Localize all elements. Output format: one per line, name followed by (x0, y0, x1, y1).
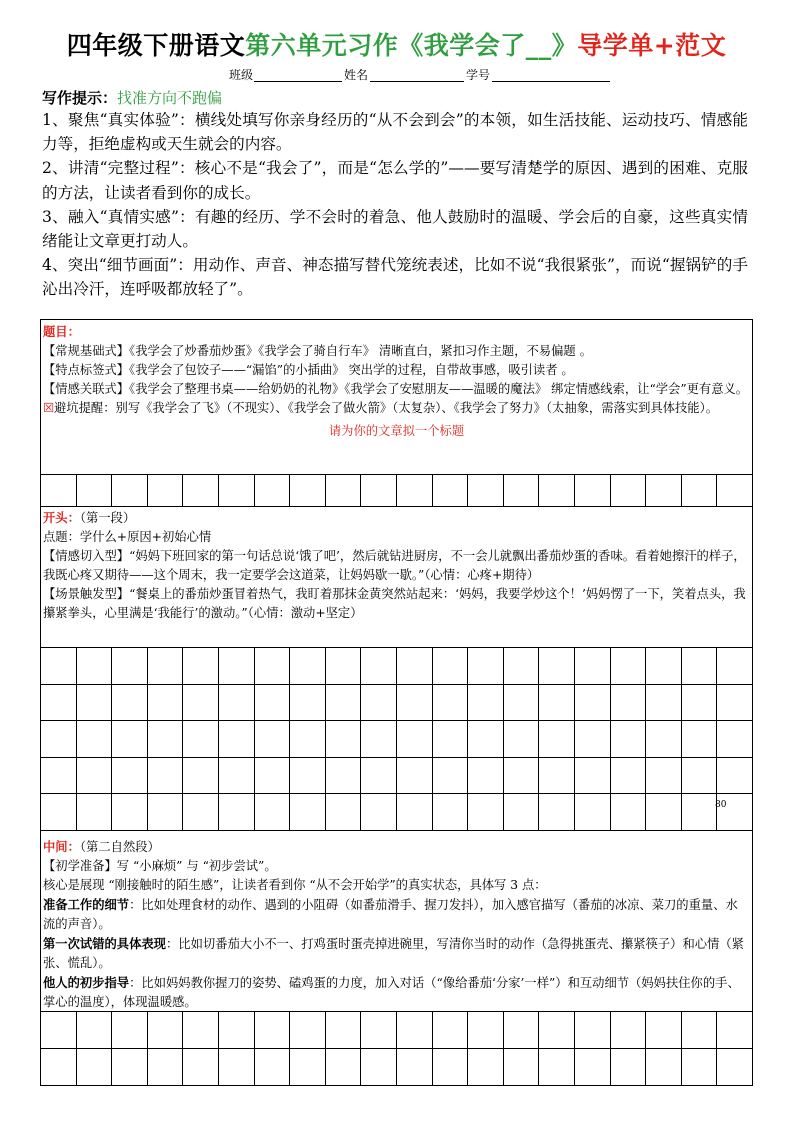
title-prompt: 请为你的文章拟一个标题 (328, 424, 465, 438)
opening-label: 开头： (43, 510, 80, 525)
grid-cell[interactable] (503, 1049, 539, 1086)
grid-cell[interactable] (325, 1012, 361, 1049)
tip-item: 1、聚焦“真实体验”：横线处填写你亲身经历的“从不会到会”的本领，如生活技能、运动技巧、情感能力等，拒绝虚构或天生就会的内容。 (42, 111, 748, 154)
grid-cell[interactable] (325, 721, 361, 758)
grid-cell[interactable] (290, 1012, 326, 1049)
grid-cell[interactable] (183, 1049, 219, 1086)
opening-focus: 点题：学什么+原因+初始心情 (43, 530, 212, 544)
grid-cell[interactable] (361, 1012, 397, 1049)
grid-cell[interactable] (539, 1049, 575, 1086)
grid-cell[interactable] (254, 721, 290, 758)
grid-cell[interactable] (432, 721, 468, 758)
grid-cell[interactable] (503, 794, 539, 831)
grid-cell[interactable] (717, 648, 753, 685)
grid-cell[interactable] (717, 721, 753, 758)
grid-cell[interactable] (574, 721, 610, 758)
grid-cell[interactable] (325, 794, 361, 831)
title-section-label: 题目： (43, 324, 80, 339)
grid-cell[interactable] (112, 721, 148, 758)
class-label: 班级 (229, 68, 254, 82)
grid-cell[interactable] (539, 1012, 575, 1049)
grid-cell[interactable] (147, 648, 183, 685)
grid-cell[interactable] (112, 1012, 148, 1049)
grid-cell[interactable] (147, 794, 183, 831)
grid-cell[interactable] (610, 757, 646, 794)
title-writing-grid[interactable] (40, 474, 753, 507)
grid-cell[interactable] (396, 721, 432, 758)
grid-cell[interactable] (610, 1012, 646, 1049)
grid-cell[interactable] (76, 1049, 112, 1086)
middle-label: 中间： (43, 839, 80, 854)
grid-cell[interactable] (539, 794, 575, 831)
grid-cell[interactable] (396, 757, 432, 794)
grid-cell[interactable] (610, 1049, 646, 1086)
tips-list (42, 108, 748, 302)
grid-cell[interactable] (717, 1012, 753, 1049)
middle-point: 他人的初步指导：比如妈妈教你握刀的姿势、磕鸡蛋的力度，加入对话（“像给番茄‘分家’一样”）和互动细节（妈妈扶住你的手、掌心的温度），体现温暖感。 (43, 975, 740, 1009)
title-suffix: 导学单+范文 (577, 31, 727, 60)
grid-cell[interactable] (361, 648, 397, 685)
grid-cell[interactable] (183, 475, 219, 507)
grid-cell[interactable] (610, 475, 646, 507)
middle-intro: 【初学准备】写 “小麻烦” 与 “初步尝试”。 (43, 859, 277, 873)
grid-cell[interactable] (218, 721, 254, 758)
grid-cell[interactable] (254, 684, 290, 721)
grid-cell[interactable] (183, 684, 219, 721)
grid-cell[interactable] (254, 648, 290, 685)
grid-cell[interactable] (610, 794, 646, 831)
grid-cell[interactable] (468, 475, 504, 507)
grid-cell[interactable] (468, 721, 504, 758)
grid-cell[interactable] (290, 721, 326, 758)
grid-cell[interactable] (610, 684, 646, 721)
page-title (0, 26, 793, 62)
grid-cell[interactable] (41, 475, 77, 507)
grid-cell[interactable] (325, 475, 361, 507)
grid-cell[interactable] (218, 794, 254, 831)
grid-cell[interactable] (574, 648, 610, 685)
opening-note: （第一段） (79, 511, 136, 525)
grid-cell[interactable] (112, 757, 148, 794)
grid-row (41, 1012, 753, 1049)
grid-row (41, 757, 753, 794)
grid-cell[interactable] (396, 648, 432, 685)
grid-cell[interactable] (574, 1049, 610, 1086)
grid-cell[interactable] (112, 648, 148, 685)
title-type-line: 【特点标签式】《我学会了包饺子——“漏馅”的小插曲》 突出学的过程，自带故事感，吸引读者 。 (43, 363, 574, 377)
grid-cell[interactable] (539, 684, 575, 721)
grid-cell[interactable] (646, 684, 682, 721)
grid-cell[interactable] (112, 1049, 148, 1086)
grid-cell[interactable] (539, 721, 575, 758)
middle-section (40, 830, 753, 1012)
opening-example: 【场景触发型】“餐桌上的番茄炒蛋冒着热气，我盯着那抹金黄突然站起来：‘妈妈，我要学炒这个！’妈妈愣了一下，笑着点头，我攥紧拳头，心里满是‘我能行’的激动。”（心情：激动+坚定） (43, 587, 746, 620)
grid-cell[interactable] (361, 757, 397, 794)
middle-writing-grid[interactable] (40, 1011, 753, 1086)
grid-count-marker: 80 (715, 800, 727, 810)
grid-cell[interactable] (503, 1012, 539, 1049)
tips-heading: 写作提示：找准方向不跑偏 (42, 89, 223, 107)
grid-cell[interactable] (147, 475, 183, 507)
grid-cell[interactable] (361, 794, 397, 831)
grid-cell[interactable] (147, 1049, 183, 1086)
grid-cell[interactable] (432, 684, 468, 721)
grid-cell[interactable] (112, 794, 148, 831)
grid-cell[interactable] (112, 475, 148, 507)
grid-cell[interactable] (468, 684, 504, 721)
grid-cell[interactable] (218, 1049, 254, 1086)
grid-cell[interactable] (41, 757, 77, 794)
grid-cell[interactable] (254, 1049, 290, 1086)
grid-cell[interactable] (218, 648, 254, 685)
grid-cell[interactable] (717, 1049, 753, 1086)
grid-cell[interactable] (610, 648, 646, 685)
grid-cell[interactable] (41, 1012, 77, 1049)
grid-cell[interactable] (218, 684, 254, 721)
tips-subheading: 找准方向不跑偏 (117, 89, 223, 107)
grid-cell[interactable] (396, 475, 432, 507)
grid-cell[interactable] (325, 684, 361, 721)
grid-row (41, 1049, 753, 1086)
grid-cell[interactable] (503, 684, 539, 721)
grid-cell[interactable] (646, 1012, 682, 1049)
grid-cell[interactable] (468, 794, 504, 831)
grid-cell[interactable] (147, 757, 183, 794)
grid-cell[interactable] (76, 721, 112, 758)
grid-cell[interactable] (76, 794, 112, 831)
grid-cell[interactable] (681, 1049, 717, 1086)
grid-cell[interactable] (681, 1012, 717, 1049)
middle-point: 准备工作的细节：比如处理食材的动作、遇到的小阻碍（如番茄滑手、握刀发抖），加入感官描写（番茄的冰凉、菜刀的重量、水流的声音）。 (43, 897, 738, 931)
grid-cell[interactable] (610, 721, 646, 758)
grid-cell[interactable] (681, 648, 717, 685)
grid-cell[interactable] (468, 1012, 504, 1049)
grid-cell[interactable] (361, 684, 397, 721)
tip-item: 2、讲清“完整过程”：核心不是“我会了”，而是“怎么学的”——要写清楚学的原因、遇到的困难、克服的方法，让读者看到你的成长。 (42, 159, 748, 202)
grid-cell[interactable] (432, 757, 468, 794)
grid-cell[interactable] (574, 1012, 610, 1049)
grid-row (41, 794, 753, 831)
grid-cell[interactable] (147, 684, 183, 721)
grid-cell[interactable] (147, 721, 183, 758)
title-type-line: 【情感关联式】《我学会了整理书桌——给奶奶的礼物》《我学会了安慰朋友——温暖的魔法》 绑定情感线索，让“学会”更有意义。 (43, 382, 749, 396)
grid-cell[interactable] (539, 757, 575, 794)
grid-cell[interactable] (254, 475, 290, 507)
grid-cell[interactable] (290, 648, 326, 685)
tip-item: 3、融入“真情实感”：有趣的经历、学不会时的着急、他人鼓励时的温暖、学会后的自豪，这些真实情绪能让文章更打动人。 (42, 207, 748, 251)
grid-row (41, 648, 753, 685)
title-grade: 四年级下册语文 (66, 31, 246, 60)
grid-cell[interactable] (681, 475, 717, 507)
grid-cell[interactable] (290, 757, 326, 794)
grid-cell[interactable] (681, 721, 717, 758)
grid-cell[interactable] (681, 684, 717, 721)
title-unit: 第六单元习作《我学会了__》 (245, 31, 578, 60)
class-field[interactable] (254, 81, 342, 82)
grid-cell[interactable] (468, 648, 504, 685)
id-label: 学号 (466, 68, 491, 82)
grid-cell[interactable] (361, 1049, 397, 1086)
grid-cell[interactable] (112, 684, 148, 721)
grid-cell[interactable] (503, 721, 539, 758)
grid-cell[interactable] (503, 475, 539, 507)
opening-writing-grid[interactable] (40, 647, 753, 831)
grid-cell[interactable] (432, 794, 468, 831)
grid-cell[interactable] (646, 1049, 682, 1086)
grid-cell[interactable] (646, 721, 682, 758)
grid-row (41, 684, 753, 721)
grid-cell[interactable] (361, 721, 397, 758)
grid-cell[interactable] (396, 794, 432, 831)
avoid-tip: ☒避坑提醒：别写《我学会了飞》（不现实）、《我学会了做火箭》（太复杂）、《我学会了努力》（太抽象，需落实到具体技能）。 (43, 401, 719, 415)
grid-cell[interactable] (503, 757, 539, 794)
grid-cell[interactable] (41, 648, 77, 685)
grid-cell[interactable] (646, 794, 682, 831)
grid-cell[interactable] (717, 757, 753, 794)
grid-cell[interactable] (41, 721, 77, 758)
grid-cell[interactable] (41, 794, 77, 831)
grid-cell[interactable] (717, 684, 753, 721)
grid-cell[interactable] (41, 684, 77, 721)
grid-row (41, 721, 753, 758)
grid-cell[interactable] (539, 648, 575, 685)
grid-cell[interactable] (254, 757, 290, 794)
grid-cell[interactable] (396, 684, 432, 721)
middle-core: 核心是展现 “刚接触时的陌生感”，让读者看到你 “从不会开始学”的真实状态，具体写 3 点： (43, 878, 547, 892)
grid-cell[interactable] (574, 684, 610, 721)
grid-cell[interactable] (396, 1012, 432, 1049)
grid-cell[interactable] (574, 757, 610, 794)
grid-cell[interactable] (183, 1012, 219, 1049)
grid-cell[interactable] (290, 684, 326, 721)
grid-cell[interactable] (574, 794, 610, 831)
grid-cell[interactable] (717, 475, 753, 507)
opening-section (40, 506, 753, 648)
grid-cell[interactable] (503, 648, 539, 685)
name-field[interactable] (370, 81, 464, 82)
grid-cell[interactable] (681, 757, 717, 794)
grid-cell[interactable] (646, 648, 682, 685)
grid-cell[interactable] (254, 1012, 290, 1049)
grid-cell[interactable] (574, 475, 610, 507)
title-type-line: 【常规基础式】《我学会了炒番茄炒蛋》《我学会了骑自行车》 清晰直白，紧扣习作主题，不易偏题 。 (43, 344, 592, 358)
opening-example: 【情感切入型】“妈妈下班回家的第一句话总说‘饿了吧’，然后就钻进厨房，不一会儿就飘出番茄炒蛋的香味。看着她擦汗的样子，我既心疼又期待——这个周末，我一定要学会这道菜，让妈妈歇一歇。”（心情：心疼+期待） (43, 549, 746, 582)
grid-cell[interactable] (183, 721, 219, 758)
grid-cell[interactable] (218, 757, 254, 794)
grid-cell[interactable] (325, 648, 361, 685)
grid-cell[interactable] (681, 794, 717, 831)
grid-cell[interactable] (432, 1012, 468, 1049)
grid-cell[interactable] (325, 1049, 361, 1086)
grid-row (41, 475, 753, 507)
grid-cell[interactable] (218, 1012, 254, 1049)
grid-cell[interactable] (76, 475, 112, 507)
id-field[interactable] (492, 81, 610, 82)
grid-cell[interactable] (183, 648, 219, 685)
cross-box-icon: ☒ (43, 401, 55, 415)
grid-cell[interactable] (290, 794, 326, 831)
grid-cell[interactable] (290, 1049, 326, 1086)
middle-point: 第一次试错的具体表现：比如切番茄大小不一、打鸡蛋时蛋壳掉进碗里，写清你当时的动作（急得挑蛋壳、攥紧筷子）和心情（紧张、慌乱）。 (43, 936, 744, 970)
grid-cell[interactable] (183, 794, 219, 831)
grid-cell[interactable] (76, 1012, 112, 1049)
grid-cell[interactable] (432, 475, 468, 507)
grid-cell[interactable] (468, 757, 504, 794)
grid-cell[interactable] (361, 475, 397, 507)
grid-cell[interactable] (396, 1049, 432, 1086)
grid-cell[interactable] (539, 475, 575, 507)
tip-item: 4、突出“细节画面”：用动作、声音、神态描写替代笼统表述，比如不说“我很紧张”，而说“握锅铲的手沁出冷汗，连呼吸都放轻了”。 (42, 256, 748, 299)
grid-cell[interactable] (432, 648, 468, 685)
grid-cell[interactable] (76, 757, 112, 794)
grid-cell[interactable] (218, 475, 254, 507)
grid-cell[interactable] (325, 757, 361, 794)
grid-cell[interactable] (646, 757, 682, 794)
grid-cell[interactable] (290, 475, 326, 507)
middle-note: （第二自然段） (79, 840, 160, 854)
grid-cell[interactable] (432, 1049, 468, 1086)
grid-cell[interactable] (468, 1049, 504, 1086)
title-section (40, 319, 753, 475)
grid-cell[interactable] (76, 684, 112, 721)
grid-cell[interactable] (183, 757, 219, 794)
grid-cell[interactable] (76, 648, 112, 685)
grid-cell[interactable] (41, 1049, 77, 1086)
grid-cell[interactable] (147, 1012, 183, 1049)
grid-cell[interactable] (646, 475, 682, 507)
grid-cell[interactable] (254, 794, 290, 831)
name-label: 姓名 (344, 68, 369, 82)
